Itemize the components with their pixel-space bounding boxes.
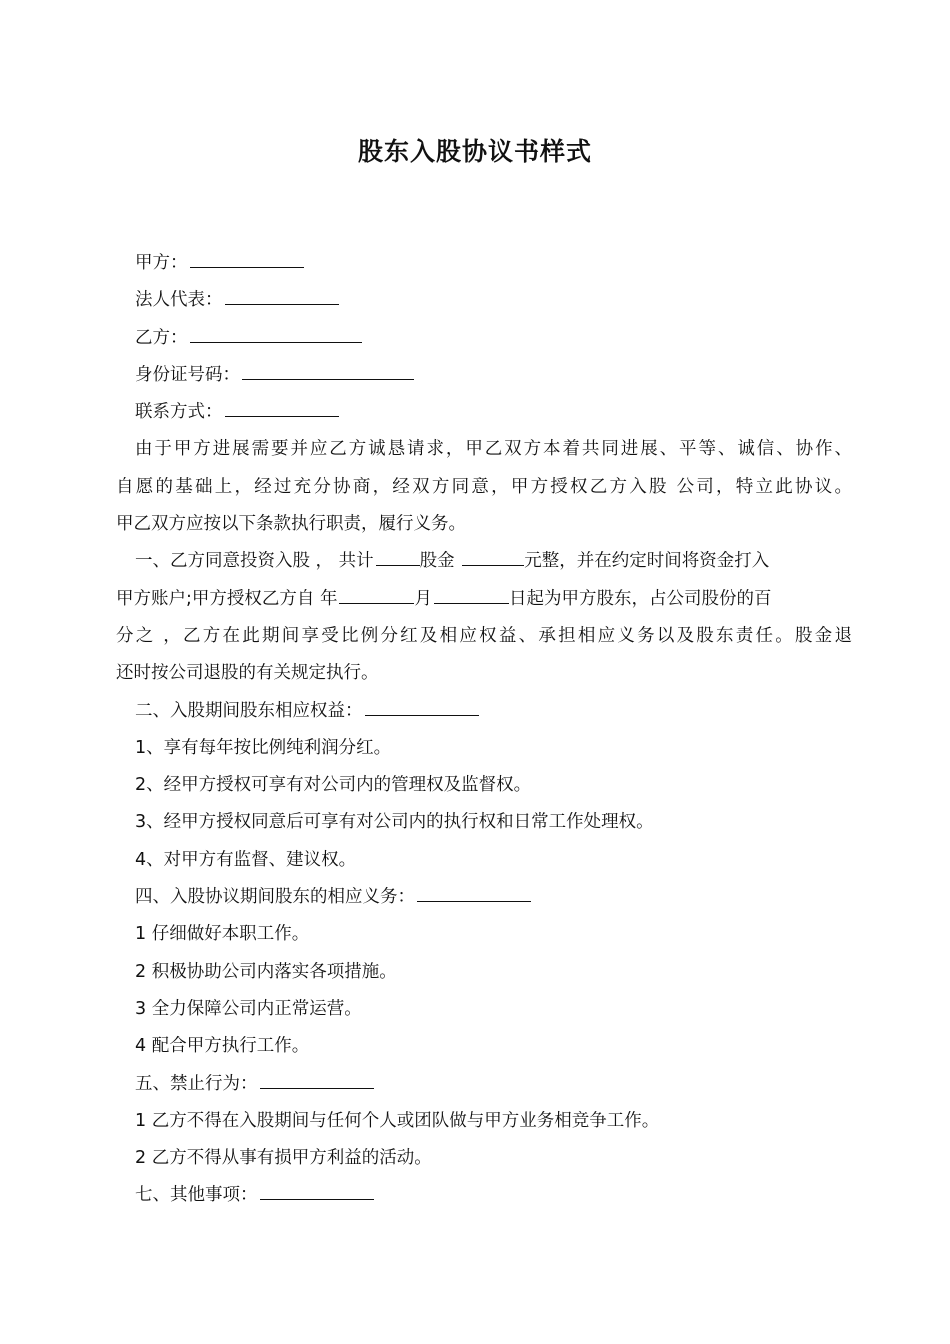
legal-rep-label: 法人代表： bbox=[135, 290, 223, 311]
list-item: 2、经甲方授权可享有对公司内的管理权及监督权。 bbox=[135, 775, 532, 796]
section5-heading bbox=[116, 1066, 852, 1103]
document-title: 股东入股协议书样式 bbox=[357, 137, 592, 166]
id-number-label: 身份证号码： bbox=[135, 364, 240, 385]
section5-blank bbox=[260, 1068, 374, 1089]
list-item: 2 乙方不得从事有损甲方利益的活动。 bbox=[135, 1148, 432, 1169]
legal-rep-field bbox=[116, 282, 852, 319]
list-item: 4、对甲方有监督、建议权。 bbox=[135, 849, 357, 870]
list-item: 3 全力保障公司内正常运营。 bbox=[135, 998, 362, 1019]
shares-blank bbox=[376, 545, 420, 566]
section1-text-c: 元整，并在约定时间将资金打入 bbox=[524, 551, 770, 572]
list-item: 1、享有每年按比例纯利润分红。 bbox=[135, 737, 392, 758]
list-item: 4 配合甲方执行工作。 bbox=[135, 1036, 310, 1057]
section1-line-2 bbox=[116, 581, 852, 618]
amount-blank bbox=[462, 545, 524, 566]
party-b-blank bbox=[190, 322, 362, 343]
intro-line-3: 甲乙双方应按以下条款执行职责，履行义务。 bbox=[116, 514, 466, 535]
id-number-blank bbox=[242, 359, 414, 380]
section2-heading-text: 二、入股期间股东相应权益： bbox=[135, 700, 363, 721]
section2-blank bbox=[365, 695, 479, 716]
list-item: 1 乙方不得在入股期间与任何个人或团队做与甲方业务相竞争工作。 bbox=[135, 1110, 660, 1131]
legal-rep-blank bbox=[225, 284, 339, 305]
section7-heading-text: 七、其他事项： bbox=[135, 1185, 258, 1206]
intro-line-2: 自愿的基础上，经过充分协商，经双方同意，甲方授权乙方入股 公司，特立此协议。 bbox=[116, 476, 852, 497]
section2-heading bbox=[116, 693, 852, 730]
list-item: 3、经甲方授权同意后可享有对公司内的执行权和日常工作处理权。 bbox=[135, 812, 654, 833]
document-body bbox=[116, 245, 852, 1215]
section1-text-e: 月 bbox=[414, 588, 432, 609]
section4-heading bbox=[116, 879, 852, 916]
intro-line-1: 由于甲方进展需要并应乙方诚恳请求，甲乙双方本着共同进展、平等、诚信、协作、 bbox=[135, 439, 852, 460]
contact-field bbox=[116, 394, 852, 431]
section1-text-d: 甲方账户;甲方授权乙方自 年 bbox=[116, 588, 338, 609]
party-a-field bbox=[116, 245, 852, 282]
day-blank bbox=[434, 583, 509, 604]
party-a-label: 甲方： bbox=[135, 253, 188, 273]
section1-text-f: 日起为甲方股东，占公司股份的百 bbox=[508, 588, 772, 609]
contact-label: 联系方式： bbox=[135, 402, 223, 423]
list-item: 2 积极协助公司内落实各项措施。 bbox=[135, 961, 397, 982]
section7-heading bbox=[116, 1177, 852, 1214]
section4-heading-text: 四、入股协议期间股东的相应义务： bbox=[135, 887, 415, 908]
party-b-label: 乙方： bbox=[135, 327, 188, 348]
section1-line-4: 还时按公司退股的有关规定执行。 bbox=[116, 663, 379, 684]
id-number-field bbox=[116, 357, 852, 394]
section1-text-a: 一、乙方同意投资入股 ， 共计 bbox=[135, 551, 374, 572]
section4-blank bbox=[417, 881, 531, 902]
section5-heading-text: 五、禁止行为： bbox=[135, 1073, 258, 1094]
section1-line-3: 分之 ，乙方在此期间享受比例分红及相应权益、承担相应义务以及股东责任。股金退 bbox=[116, 625, 852, 646]
section1-line-1 bbox=[116, 543, 852, 580]
list-item: 1 仔细做好本职工作。 bbox=[135, 924, 310, 945]
month-blank bbox=[339, 583, 414, 604]
section1-text-b: 股金 bbox=[419, 551, 461, 572]
party-b-field bbox=[116, 320, 852, 357]
section7-blank bbox=[260, 1179, 374, 1200]
party-a-blank bbox=[190, 247, 304, 268]
contact-blank bbox=[225, 396, 339, 417]
